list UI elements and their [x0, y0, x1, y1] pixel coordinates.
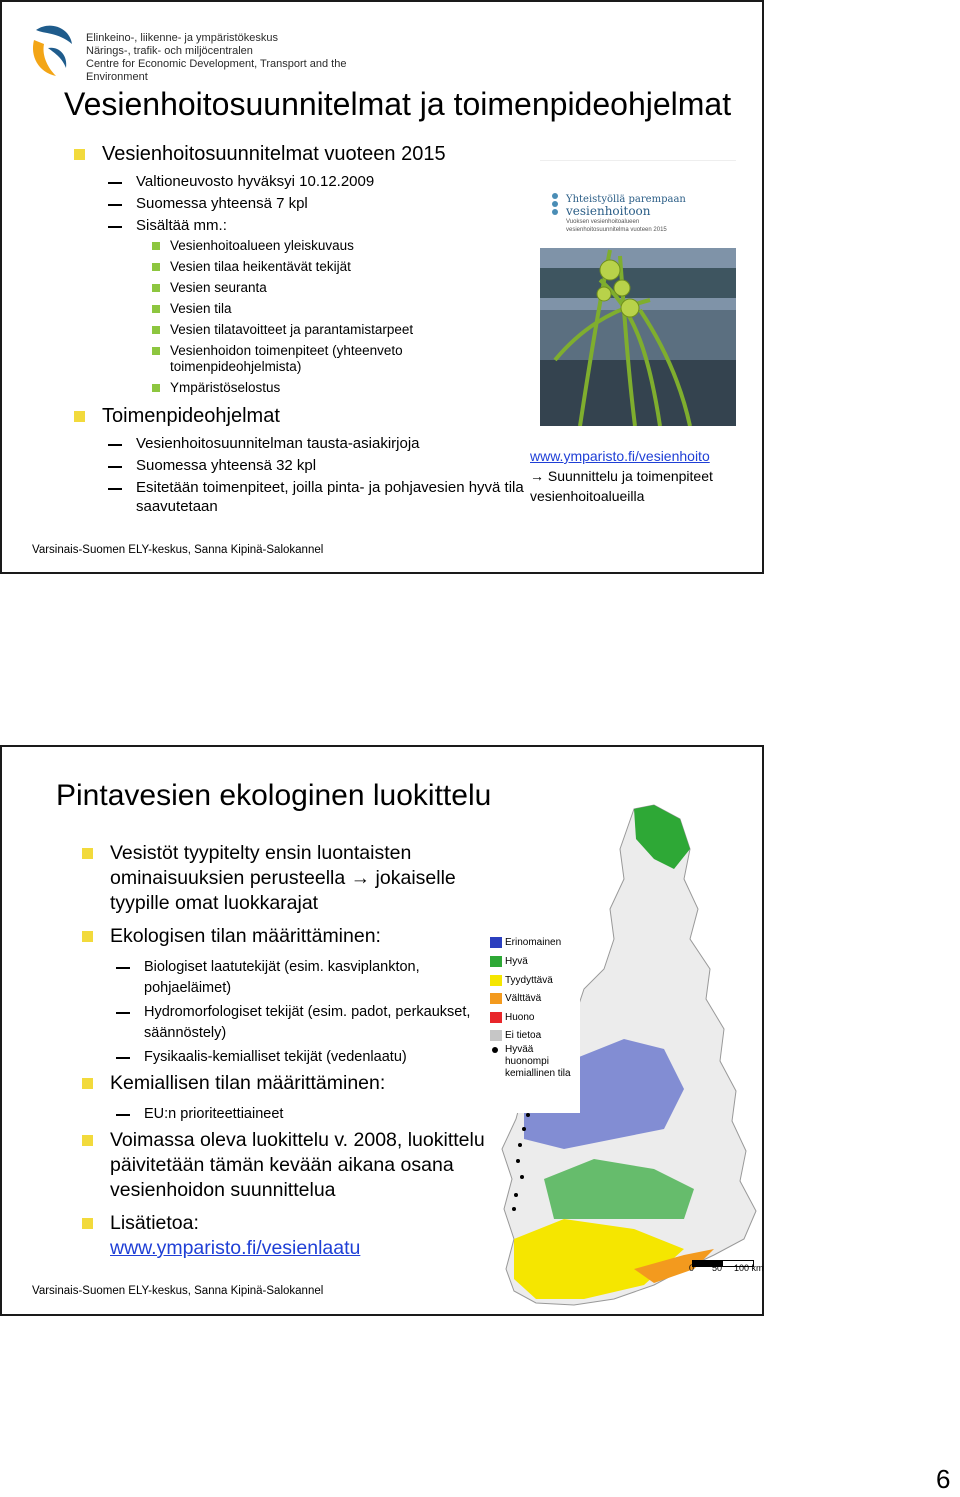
scale-label-100: 100 km	[734, 1263, 764, 1273]
cover-line-4: vesienhoitosuunnitelma vuoteen 2015	[566, 227, 667, 233]
slide-2-bullets	[74, 841, 494, 1269]
legend-swatch-valttava	[490, 993, 502, 1004]
ely-logo-icon	[28, 22, 78, 78]
slide-1	[0, 0, 764, 574]
bullet-tyypitelty: Vesistöt tyypitelty ensin luontaisten ominaisuuksien perusteella → jokaiselle tyypille omat luokkarajat	[74, 841, 494, 916]
legend-label-hyva: Hyvä	[505, 956, 528, 967]
sub-bullet: Valtioneuvosto hyväksyi 10.12.2009	[66, 172, 526, 191]
page-number: 6	[936, 1464, 951, 1494]
bullet-toimenpideohjelmat: Toimenpideohjelmat	[66, 404, 526, 428]
legend-label-kemiallinen: Hyvää huonompi kemiallinen tila	[505, 1044, 571, 1079]
sub-bullet: Vesienhoitosuunnitelman tausta-asiakirjoja	[66, 434, 526, 453]
legend-label-valttava: Välttävä	[505, 993, 542, 1004]
sub-sub-bullet: Vesien tila	[66, 301, 526, 317]
sub-bullet: Sisältää mm.:	[66, 216, 526, 235]
legend-swatch-tyydyttava	[490, 975, 502, 986]
slide-2-footer: Varsinais-Suomen ELY-keskus, Sanna Kipinä-Salokannel	[32, 1285, 324, 1297]
cover-line-1: Yhteistyöllä parempaan	[566, 194, 686, 205]
report-cover-image	[540, 160, 736, 426]
slide-1-footer: Varsinais-Suomen ELY-keskus, Sanna Kipinä-Salokannel	[32, 544, 324, 556]
legend-label-huono: Huono	[505, 1012, 535, 1023]
legend-swatch-hyva	[490, 956, 502, 967]
cover-line-2: vesienhoitoon	[566, 204, 651, 218]
sub-sub-bullet: Ympäristöselostus	[66, 380, 526, 396]
legend-swatch-ei-tietoa	[490, 1030, 502, 1041]
sub-bullet: EU:n prioriteettiaineet	[74, 1104, 494, 1125]
sub-bullet: Hydromorfologiset tekijät (esim. padot, perkaukset, säännöstely)	[74, 1002, 494, 1044]
slide-2	[0, 745, 764, 1316]
sub-sub-bullet: Vesienhoitoalueen yleiskuvaus	[66, 238, 526, 254]
ely-logo	[28, 22, 358, 82]
bullet-lisatietoa	[74, 1211, 494, 1261]
sub-bullet: Suomessa yhteensä 32 kpl	[66, 456, 526, 475]
legend-label-erinomainen: Erinomainen	[505, 937, 562, 948]
sub-bullet: Fysikaalis-kemialliset tekijät (vedenlaatu)	[74, 1047, 494, 1068]
cover-line-3: Vuoksen vesienhoitoalueen	[566, 219, 640, 225]
logo-line-3: Centre for Economic Development, Transport and the Environment	[86, 58, 347, 83]
legend-label-ei-tietoa: Ei tietoa	[505, 1030, 542, 1041]
legend-swatch-erinomainen	[490, 937, 502, 948]
cover-caption-text: → Suunnittelu ja toimenpiteet vesienhoitoalueilla	[530, 468, 713, 504]
legend-label-tyydyttava: Tyydyttävä	[505, 975, 553, 986]
legend-swatch-kemiallinen	[492, 1047, 498, 1053]
legend-swatch-huono	[490, 1012, 502, 1023]
lisatietoa-label: Lisätietoa:	[110, 1212, 199, 1234]
scale-label-0: 0	[689, 1263, 695, 1273]
sub-sub-bullet: Vesien seuranta	[66, 280, 526, 296]
logo-line-1: Elinkeino-, liikenne- ja ympäristökeskus	[86, 32, 278, 44]
bullet-ekologisen-tila: Ekologisen tilan määrittäminen:	[74, 924, 494, 949]
bullet-voimassa-luokittelu: Voimassa oleva luokittelu v. 2008, luokittelu päivitetään tämän kevään aikana osana vesienhoidon suunnittelua	[74, 1128, 494, 1203]
sub-sub-bullet: Vesien tilaa heikentävät tekijät	[66, 259, 526, 275]
cover-caption	[530, 446, 770, 506]
ymparisto-vesienlaatu-link[interactable]: www.ymparisto.fi/vesienlaatu	[110, 1237, 361, 1259]
sub-bullet: Esitetään toimenpiteet, joilla pinta- ja pohjavesien hyvä tila saavutetaan	[66, 478, 526, 516]
sub-bullet: Biologiset laatutekijät (esim. kasviplankton, pohjaeläimet)	[74, 957, 494, 999]
logo-line-2: Närings-, trafik- och miljöcentralen	[86, 45, 253, 57]
sub-sub-bullet: Vesienhoidon toimenpiteet (yhteenveto toimenpideohjelmista)	[66, 343, 526, 375]
bullet-vesienhoitosuunnitelmat: Vesienhoitosuunnitelmat vuoteen 2015	[66, 142, 526, 166]
sub-sub-bullet: Vesien tilatavoitteet ja parantamistarpeet	[66, 322, 526, 338]
ymparisto-vesienhoito-link[interactable]: www.ymparisto.fi/vesienhoito	[530, 448, 710, 464]
scale-label-50: 50	[712, 1263, 723, 1273]
slide-1-title: Vesienhoitosuunnitelmat ja toimenpideohjelmat	[64, 86, 732, 122]
bullet-kemiallisen-tila: Kemiallisen tilan määrittäminen:	[74, 1071, 494, 1096]
sub-bullet: Suomessa yhteensä 7 kpl	[66, 194, 526, 213]
slide-2-title: Pintavesien ekologinen luokittelu	[56, 779, 492, 812]
slide-1-bullets	[66, 142, 526, 519]
